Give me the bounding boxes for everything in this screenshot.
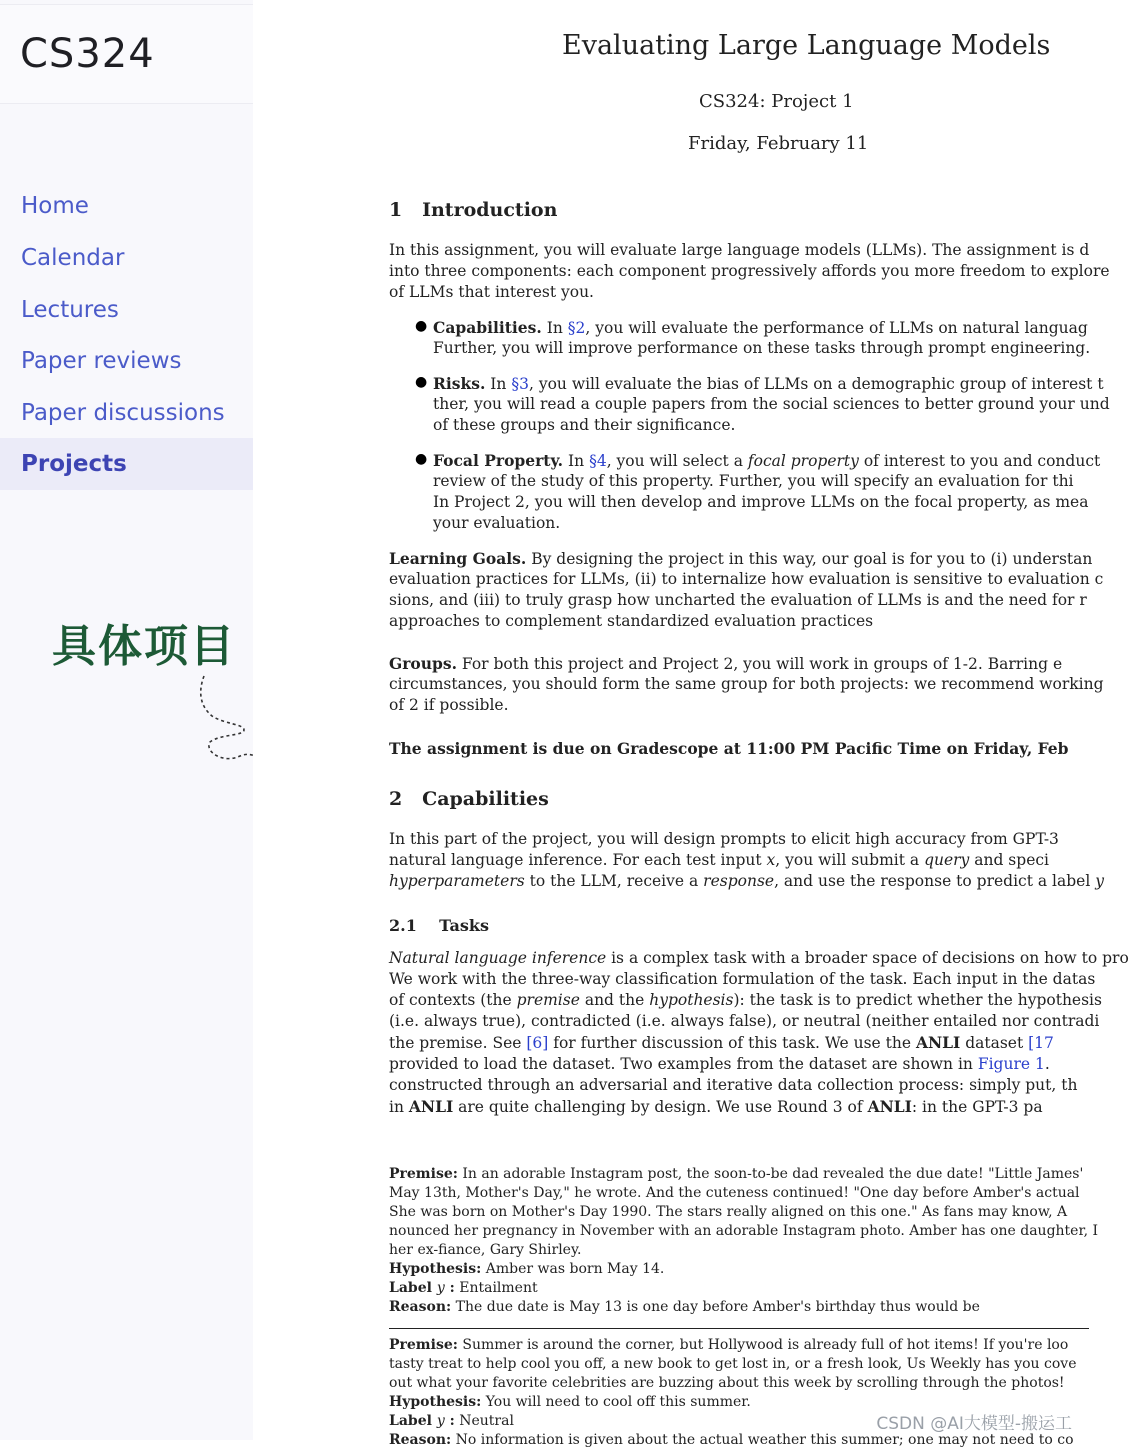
annotation-label: 具体项目 [52, 621, 236, 672]
learning-goals-para: Learning Goals. By designing the project in this way, our goal is for you to (i) understan [389, 549, 1093, 568]
example-1-reason: Reason: The due date is May 13 is one day before Amber's birthday thus would be [389, 1299, 980, 1315]
section-4-link[interactable]: §4 [589, 452, 607, 470]
learning-goals-line: sions, and (iii) to truly grasp how uncharted the evaluation of LLMs is and the need for r [389, 591, 1087, 609]
section-2-link[interactable]: §2 [567, 319, 586, 337]
learning-goals-line: approaches to complement standardized evaluation practices [389, 612, 874, 630]
nli-line: in ANLI are quite challenging by design. We use Round 3 of ANLI: in the GPT-3 pa [389, 1097, 1043, 1116]
risks-line: ther, you will read a couple papers from the social sciences to better ground your und [433, 395, 1110, 413]
due-date-notice: The assignment is due on Gradescope at 11:00 PM Pacific Time on Friday, Feb [389, 739, 1069, 758]
example-2-hypothesis: Hypothesis: You will need to cool off this summer. [389, 1394, 751, 1410]
nav-home[interactable]: Home [21, 193, 89, 219]
focal-line: review of the study of this property. Further, you will specify an evaluation for thi [433, 472, 1074, 490]
site-brand[interactable] [0, 4, 253, 104]
risks-bullet: Risks. In §3, you will evaluate the bias of LLMs on a demographic group of interest t [433, 374, 1104, 393]
nav-paper-discussions[interactable]: Paper discussions [21, 400, 225, 426]
site-title[interactable]: CS324 [20, 31, 155, 77]
nav-lectures[interactable]: Lectures [21, 297, 119, 323]
bullet-icon: ● [415, 318, 428, 334]
capabilities-line: Further, you will improve performance on these tasks through prompt engineering. [433, 339, 1091, 357]
doc-date: Friday, February 11 [688, 133, 869, 154]
intro-line: of LLMs that interest you. [389, 283, 594, 301]
example-1-premise-line: May 13th, Mother's Day," he wrote. And the cuteness continued! "One day before Amber's actual [389, 1185, 1080, 1201]
nav-paper-reviews[interactable]: Paper reviews [21, 348, 182, 374]
nli-line: Natural language inference is a complex task with a broader space of decisions on how to pro [389, 949, 1129, 967]
example-divider [389, 1328, 1089, 1329]
groups-line: of 2 if possible. [389, 696, 509, 714]
groups-line: circumstances, you should form the same group for both projects: we recommend working [389, 675, 1104, 693]
nav-calendar[interactable]: Calendar [21, 245, 125, 271]
intro-line: In this assignment, you will evaluate large language models (LLMs). The assignment is d [389, 241, 1090, 259]
watermark: CSDN @AI大模型-搬运工 [876, 1414, 1072, 1434]
document-viewer [253, 0, 1129, 1448]
nli-line: We work with the three-way classification formulation of the task. Each input in the datas [389, 970, 1096, 988]
example-1-premise-line: She was born on Mother's Day 1990. The stars really aligned on this one." As fans may know, A [389, 1204, 1068, 1220]
section-3-link[interactable]: §3 [511, 375, 529, 393]
focal-line: your evaluation. [433, 514, 561, 532]
nli-line: (i.e. always true), contradicted (i.e. always false), or neutral (neither entailed nor contradi [389, 1012, 1100, 1030]
intro-line: into three components: each component progressively affords you more freedom to explore [389, 262, 1110, 280]
bullet-icon: ● [415, 374, 428, 390]
nav-projects[interactable]: Projects [0, 438, 253, 490]
nli-line: the premise. See [6] for further discussion of this task. We use the ANLI dataset [17 [389, 1033, 1054, 1052]
example-2-premise-line: tasty treat to help cool you off, a new book to get lost in, or a fresh look, Us Weekly has you cove [389, 1356, 1077, 1372]
example-1-label: Label y : Entailment [389, 1280, 538, 1296]
doc-course: CS324: Project 1 [699, 91, 854, 112]
example-2-reason: Reason: No information is given about the actual weather this summer; one may not need to co [389, 1432, 1074, 1448]
section-2-heading: 2 Capabilities [389, 788, 549, 810]
example-2-premise: Premise: Summer is around the corner, but Hollywood is already full of hot items! If you're loo [389, 1337, 1069, 1353]
citation-6-link[interactable]: [6] [526, 1034, 549, 1052]
nli-line: of contexts (the premise and the hypothesis): the task is to predict whether the hypothesis [389, 991, 1102, 1009]
bullet-icon: ● [415, 451, 428, 467]
example-2-label: Label y : Neutral [389, 1413, 514, 1429]
focal-bullet: Focal Property. In §4, you will select a focal property of interest to you and conduct [433, 451, 1101, 470]
example-1-premise-line: her ex-fiance, Gary Shirley. [389, 1242, 582, 1258]
capabilities-para-line: natural language inference. For each test input x, you will submit a query and speci [389, 851, 1049, 869]
capabilities-para-line: hyperparameters to the LLM, receive a response, and use the response to predict a label y [389, 872, 1104, 890]
example-1-premise-line: nounced her pregnancy in November with an adorable Instagram photo. Amber has one daughter, I [389, 1223, 1099, 1239]
capabilities-bullet: Capabilities. In §2, you will evaluate the performance of LLMs on natural languag [433, 318, 1088, 337]
figure-1-link[interactable]: Figure 1 [977, 1055, 1045, 1073]
capabilities-para-line: In this part of the project, you will design prompts to elicit high accuracy from GPT-3 [389, 830, 1059, 848]
example-2-premise-line: out what your favorite celebrities are buzzing about this week by scrolling through the photos! [389, 1375, 1065, 1391]
learning-goals-line: evaluation practices for LLMs, (ii) to internalize how evaluation is sensitive to evaluation c [389, 570, 1104, 588]
subsection-2-1-heading: 2.1 Tasks [389, 916, 489, 935]
section-1-heading: 1 Introduction [389, 199, 558, 221]
citation-17-link[interactable]: [17 [1028, 1034, 1054, 1052]
risks-line: of these groups and their significance. [433, 416, 736, 434]
focal-line: In Project 2, you will then develop and improve LLMs on the focal property, as mea [433, 493, 1089, 511]
example-1-hypothesis: Hypothesis: Amber was born May 14. [389, 1261, 665, 1277]
nli-line: provided to load the dataset. Two examples from the dataset are shown in Figure 1. [389, 1055, 1050, 1073]
groups-para: Groups. For both this project and Project 2, you will work in groups of 1-2. Barring e [389, 654, 1063, 673]
doc-title: Evaluating Large Language Models [562, 30, 1051, 61]
example-1-premise: Premise: In an adorable Instagram post, the soon-to-be dad revealed the due date! "Little James' [389, 1166, 1084, 1182]
nli-line: constructed through an adversarial and iterative data collection process: simply put, th [389, 1076, 1078, 1094]
